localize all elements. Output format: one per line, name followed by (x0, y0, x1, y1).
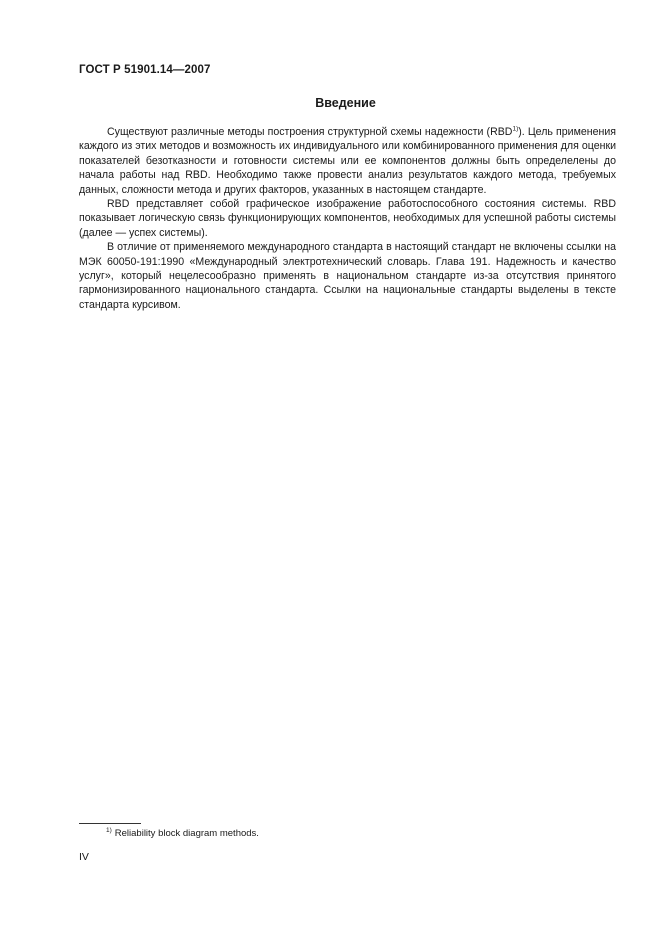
footnote-divider (79, 823, 141, 824)
footnote-reference: 1) (512, 125, 519, 133)
paragraph-1 (79, 125, 616, 197)
section-title: Введение (315, 96, 376, 110)
footnote-mark: 1) (106, 826, 112, 834)
paragraph-1-text-before: Существуют различные методы построения структурной схемы надежности (RBD (107, 126, 513, 138)
footnote (106, 828, 259, 839)
footnote-text: Reliability block diagram methods. (114, 828, 259, 839)
paragraph-1-text-after: ). Цель применения каждого из этих методов и возможность их индивидуального или комбинированного применения для оценки показателей безотказности и готовности системы или ее компонентов должны быть определелены до начала работы над RBD. Необходимо также провести анализ результатов каждого метода, требуемых данных, сложности метода и других факторов, указанных в настоящем стандарте. (79, 126, 616, 196)
page-header-standard-id: ГОСТ Р 51901.14—2007 (79, 64, 211, 76)
page-number: IV (79, 851, 89, 863)
body-text (79, 125, 616, 312)
paragraph-3: В отличие от применяемого международного стандарта в настоящий стандарт не включены ссылки на МЭК 60050-191:1990 «Международный электротехнический словарь. Глава 191. Надежность и качество услуг», который нецелесообразно применять в национальном стандарте из-за отсутствия принятого гармонизированного национального стандарта. Ссылки на национальные стандарты выделены в тексте стандарта курсивом. (79, 241, 616, 311)
paragraph-2: RBD представляет собой графическое изображение работоспособного состояния системы. RBD показывает логическую связь функционирующих компонентов, необходимых для успешной работы системы (далее — успех системы). (79, 198, 616, 239)
